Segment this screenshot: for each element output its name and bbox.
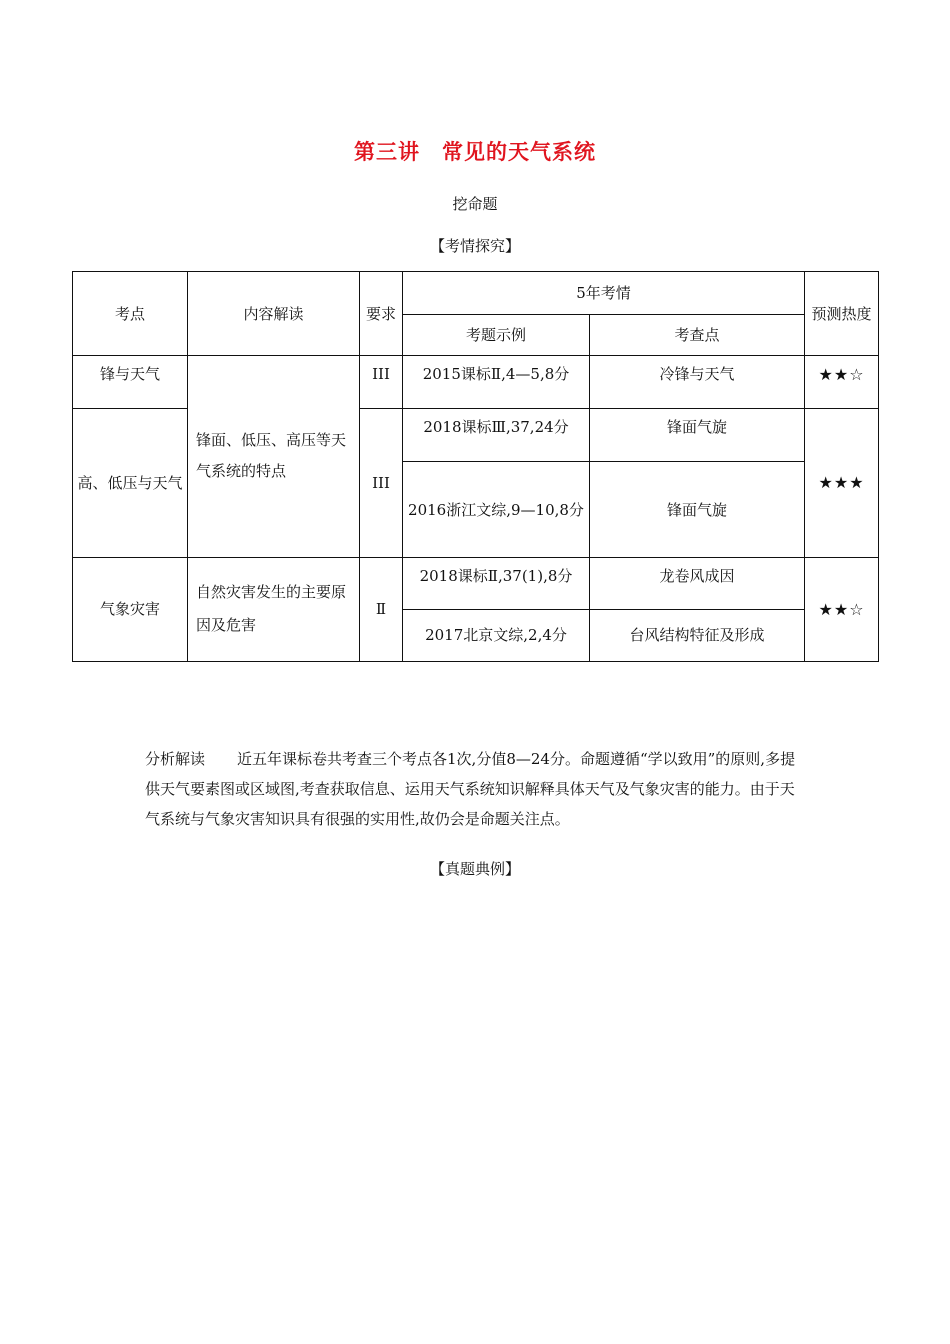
cell-heat-stars: ★★☆ xyxy=(805,557,879,661)
cell-check: 台风结构特征及形成 xyxy=(590,609,805,661)
cell-heat-stars: ★★☆ xyxy=(805,356,879,409)
table-row xyxy=(73,356,879,409)
cell-check: 锋面气旋 xyxy=(590,409,805,462)
cell-point: 气象灾害 xyxy=(73,557,188,661)
section-heading-exam: 【考情探究】 xyxy=(429,237,520,255)
cell-check: 冷锋与天气 xyxy=(590,356,805,409)
cell-point: 高、低压与天气 xyxy=(73,409,188,557)
header-content: 内容解读 xyxy=(188,272,360,356)
analysis-label: 分析解读 xyxy=(145,750,206,768)
header-example: 考题示例 xyxy=(403,315,590,356)
header-heat: 预测热度 xyxy=(805,272,879,356)
cell-check: 锋面气旋 xyxy=(590,462,805,557)
section-heading-examples: 【真题典例】 xyxy=(429,860,520,878)
cell-example: 2018课标Ⅲ,37,24分 xyxy=(403,409,590,462)
cell-requirement: Ⅱ xyxy=(360,557,403,661)
analysis-paragraph xyxy=(145,744,805,834)
cell-requirement: III xyxy=(360,409,403,557)
page-title: 第三讲 常见的天气系统 xyxy=(354,140,596,164)
cell-content: 自然灾害发生的主要原因及危害 xyxy=(188,557,360,661)
cell-check: 龙卷风成因 xyxy=(590,557,805,609)
table-header-row xyxy=(73,272,879,315)
header-five-year: 5年考情 xyxy=(403,272,805,315)
cell-example: 2018课标Ⅱ,37(1),8分 xyxy=(403,557,590,609)
analysis-text: 近五年课标卷共考查三个考点各1次,分值8—24分。命题遵循“学以致用”的原则,多提供天气要素图或区域图,考查获取信息、运用天气系统知识解释具体天气及气象灾害的能力。由于天气系统与气象灾害知识具有很强的实用性,故仍会是命题关注点。 xyxy=(145,750,796,828)
cell-content: 锋面、低压、高压等天气系统的特点 xyxy=(188,356,360,557)
table-row xyxy=(73,557,879,609)
header-requirement: 要求 xyxy=(360,272,403,356)
subtitle: 挖命题 xyxy=(452,195,498,213)
cell-example: 2016浙江文综,9—10,8分 xyxy=(403,462,590,557)
exam-table xyxy=(72,271,879,662)
cell-point: 锋与天气 xyxy=(73,356,188,409)
header-check: 考查点 xyxy=(590,315,805,356)
cell-heat-stars: ★★★ xyxy=(805,409,879,557)
cell-example: 2017北京文综,2,4分 xyxy=(403,609,590,661)
header-point: 考点 xyxy=(73,272,188,356)
cell-example: 2015课标Ⅱ,4—5,8分 xyxy=(403,356,590,409)
cell-requirement: III xyxy=(360,356,403,409)
